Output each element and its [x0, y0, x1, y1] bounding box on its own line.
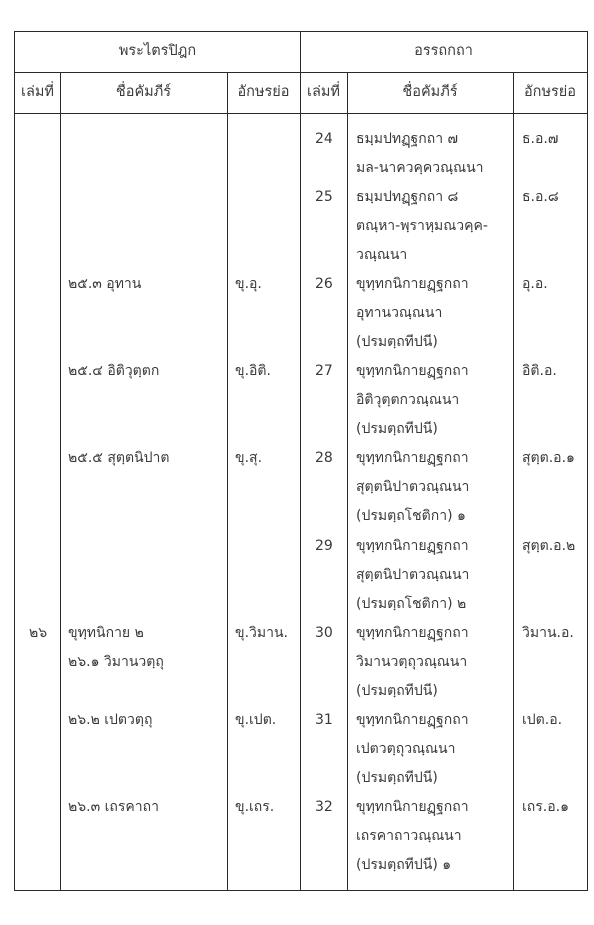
- tripitaka-name: ๒๖.๒ เปตวตฺถุ: [68, 712, 153, 728]
- atthakatha-name-line: ขุทฺทกนิกายฏฺฐกถา: [356, 363, 469, 379]
- header-atthakatha: อรรถกถา: [414, 43, 473, 59]
- tripitaka-name: ๒๕.๓ อุทาน: [68, 276, 142, 292]
- atthakatha-abbr: วิมาน.อ.: [522, 625, 574, 641]
- tripitaka-abbr: ขุ.อิติ.: [235, 363, 271, 379]
- header-volume: เล่มที่: [307, 84, 340, 100]
- atthakatha-name-line: เถรคาถาวณฺณนา: [356, 828, 462, 844]
- atthakatha-name-line: ขุทฺทกนิกายฏฺฐกถา: [356, 799, 469, 815]
- atthakatha-name-line: (ปรมตฺถทีปนี): [356, 770, 438, 786]
- atthakatha-name-line: มล-นาควคฺควณฺณนา: [356, 160, 484, 176]
- atthakatha-name-line: (ปรมตฺถโชติกา) ๒: [356, 596, 467, 612]
- atthakatha-name-line: (ปรมตฺถทีปนี): [356, 334, 438, 350]
- tripitaka-abbr: ขุ.เปต.: [235, 712, 277, 728]
- header-tripitaka: พระไตรปิฎก: [118, 43, 197, 59]
- divider: [513, 72, 514, 890]
- atthakatha-name-line: (ปรมตฺถทีปนี) ๑: [356, 857, 452, 873]
- reference-table: [14, 31, 588, 891]
- atthakatha-name-line: ขุทฺทกนิกายฏฺฐกถา: [356, 450, 469, 466]
- header-name: ชื่อคัมภีร์: [115, 84, 172, 100]
- tripitaka-abbr: ขุ.อุ.: [235, 276, 262, 292]
- atthakatha-abbr: สุตฺต.อ.๑: [522, 450, 575, 466]
- header-name: ชื่อคัมภีร์: [402, 84, 458, 100]
- header-volume: เล่มที่: [21, 84, 54, 100]
- atthakatha-volume: 27: [315, 363, 333, 379]
- atthakatha-abbr: อุ.อ.: [522, 276, 548, 292]
- tripitaka-name: ๒๕.๕ สุตฺตนิปาต: [68, 450, 170, 466]
- atthakatha-volume: 29: [315, 538, 333, 554]
- atthakatha-volume: 30: [315, 625, 333, 641]
- atthakatha-name-line: ตณฺหา-พฺราหฺมณวคฺค-: [356, 218, 488, 234]
- divider: [300, 32, 301, 890]
- divider: [15, 72, 587, 73]
- atthakatha-name-line: เปตวตฺถุวณฺณนา: [356, 741, 456, 757]
- divider: [227, 72, 228, 890]
- atthakatha-abbr: สุตฺต.อ.๒: [522, 538, 576, 554]
- tripitaka-name: ๒๕.๔ อิติวุตฺตก: [68, 363, 160, 379]
- atthakatha-name-line: สุตฺตนิปาตวณฺณนา: [356, 567, 470, 583]
- atthakatha-volume: 31: [315, 712, 333, 728]
- atthakatha-name-line: สุตฺตนิปาตวณฺณนา: [356, 479, 470, 495]
- tripitaka-abbr: ขุ.สุ.: [235, 450, 263, 466]
- atthakatha-abbr: ธ.อ.๘: [522, 189, 559, 205]
- tripitaka-name: ๒๖.๓ เถรคาถา: [68, 799, 159, 815]
- atthakatha-volume: 28: [315, 450, 333, 466]
- atthakatha-volume: 26: [315, 276, 333, 292]
- atthakatha-abbr: เปต.อ.: [522, 712, 563, 728]
- divider: [60, 72, 61, 890]
- atthakatha-name-line: วิมานวตฺถุวณฺณนา: [356, 654, 468, 670]
- tripitaka-volume: ๒๖: [29, 625, 48, 641]
- atthakatha-name-line: ธมฺมปทฏฺฐกถา ๘: [356, 189, 459, 205]
- atthakatha-name-line: อิติวุตฺตกวณฺณนา: [356, 392, 460, 408]
- atthakatha-abbr: ธ.อ.๗: [522, 131, 559, 147]
- atthakatha-name-line: ธมฺมปทฏฺฐกถา ๗: [356, 131, 459, 147]
- atthakatha-name-line: (ปรมตฺถทีปนี): [356, 421, 438, 437]
- tripitaka-abbr: ขุ.เถร.: [235, 799, 275, 815]
- tripitaka-subname: ๒๖.๑ วิมานวตฺถุ: [68, 654, 164, 670]
- atthakatha-name-line: (ปรมตฺถโชติกา) ๑: [356, 508, 466, 524]
- tripitaka-abbr: ขุ.วิมาน.: [235, 625, 288, 641]
- divider: [15, 113, 587, 114]
- atthakatha-name-line: ขุทฺทกนิกายฏฺฐกถา: [356, 625, 469, 641]
- atthakatha-abbr: เถร.อ.๑: [522, 799, 569, 815]
- atthakatha-abbr: อิติ.อ.: [522, 363, 557, 379]
- atthakatha-name-line: ขุทฺทกนิกายฏฺฐกถา: [356, 276, 469, 292]
- atthakatha-volume: 24: [315, 131, 333, 147]
- atthakatha-name-line: อุทานวณฺณนา: [356, 305, 443, 321]
- atthakatha-name-line: วณฺณนา: [356, 247, 408, 263]
- tripitaka-name: ขุทฺทนิกาย ๒: [68, 625, 144, 641]
- atthakatha-volume: 32: [315, 799, 333, 815]
- header-abbr: อักษรย่อ: [237, 84, 290, 100]
- atthakatha-name-line: ขุทฺทกนิกายฏฺฐกถา: [356, 538, 469, 554]
- atthakatha-volume: 25: [315, 189, 333, 205]
- atthakatha-name-line: ขุทฺทกนิกายฏฺฐกถา: [356, 712, 469, 728]
- header-abbr: อักษรย่อ: [523, 84, 577, 100]
- atthakatha-name-line: (ปรมตฺถทีปนี): [356, 683, 438, 699]
- divider: [347, 72, 348, 890]
